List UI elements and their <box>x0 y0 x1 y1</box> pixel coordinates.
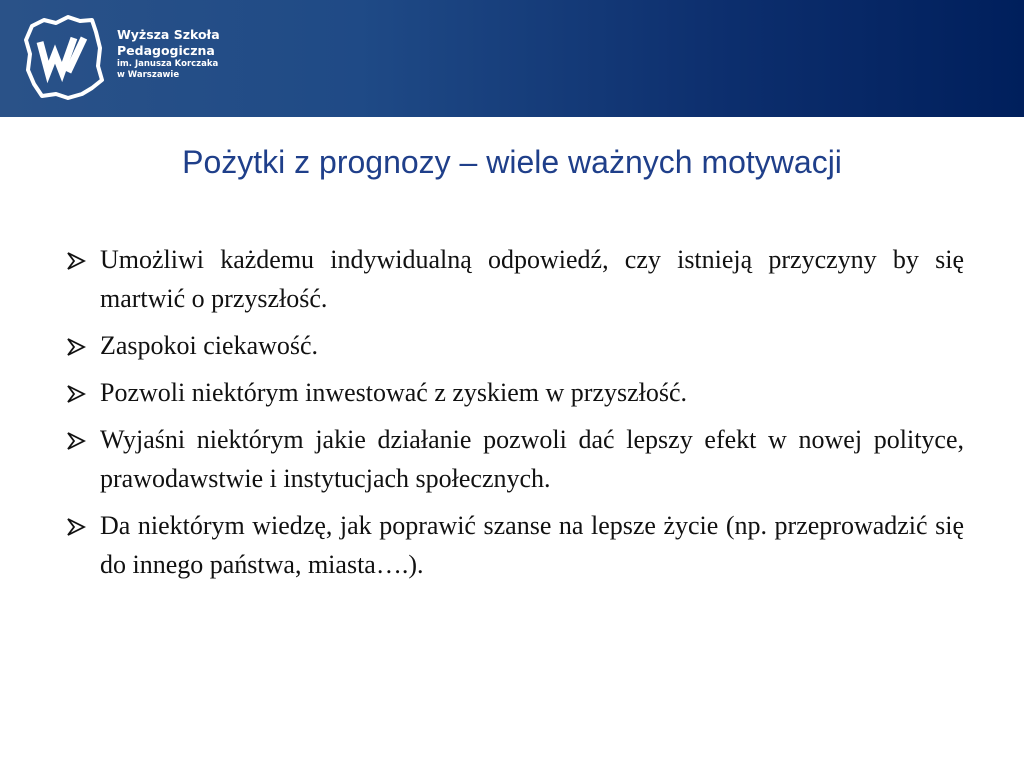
bullet-text: Umożliwi każdemu indywidualną odpowiedź, czy istnieją przyczyny by się martwić o przyszłość. <box>100 245 964 313</box>
header-band <box>0 0 1024 117</box>
list-item <box>62 240 964 318</box>
arrow-bullet-icon <box>66 385 86 403</box>
arrow-bullet-icon <box>66 252 86 270</box>
list-item <box>62 420 964 498</box>
poland-map-wp-logo-icon <box>22 14 104 102</box>
list-item <box>62 506 964 584</box>
institution-name-line-3: im. Janusza Korczaka <box>117 59 219 69</box>
bullet-text: Wyjaśni niektórym jakie działanie pozwoli dać lepszy efekt w nowej polityce, prawodawstwie i instytucjach społecznych. <box>100 425 964 493</box>
bullet-text: Pozwoli niektórym inwestować z zyskiem w przyszłość. <box>100 378 688 407</box>
arrow-bullet-icon <box>66 518 86 536</box>
bullet-text: Da niektórym wiedzę, jak poprawić szanse na lepsze życie (np. przeprowadzić się do innego państwa, miasta….). <box>100 511 964 579</box>
bullet-text: Zaspokoi ciekawość. <box>100 331 319 360</box>
institution-name-line-4: w Warszawie <box>117 70 180 80</box>
institution-name <box>117 27 220 81</box>
arrow-bullet-icon <box>66 338 86 356</box>
bullet-list <box>62 240 964 592</box>
list-item <box>62 326 964 365</box>
arrow-bullet-icon <box>66 432 86 450</box>
institution-name-line-1: Wyższa Szkoła <box>117 27 220 42</box>
list-item <box>62 373 964 412</box>
slide-title: Pożytki z prognozy – wiele ważnych motywacji <box>182 144 842 180</box>
institution-name-line-2: Pedagogiczna <box>117 43 215 58</box>
